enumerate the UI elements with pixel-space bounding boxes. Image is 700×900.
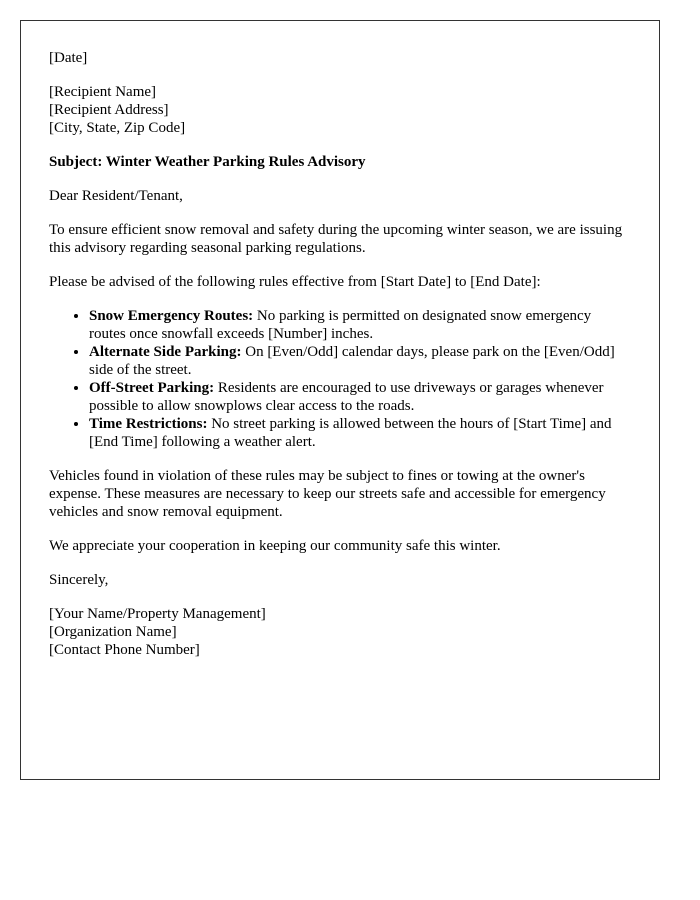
rule-item <box>89 379 631 415</box>
rule-title: Off-Street Parking: <box>89 380 215 396</box>
date-line: [Date] <box>49 50 88 66</box>
rule-text: No parking is permitted on designated snow emergency routes once snowfall exceeds [Number] inches. <box>89 308 592 342</box>
recipient-name: [Recipient Name] <box>49 84 157 100</box>
signature-block <box>49 605 631 659</box>
recipient-city-state-zip: [City, State, Zip Code] <box>49 120 186 136</box>
signature-organization: [Organization Name] <box>49 624 177 640</box>
rule-text: Residents are encouraged to use driveways or garages whenever possible to allow snowplows clear access to the roads. <box>89 380 604 414</box>
rule-title: Snow Emergency Routes: <box>89 308 254 324</box>
subject-line: Subject: Winter Weather Parking Rules Advisory <box>49 154 366 170</box>
violation-paragraph: Vehicles found in violation of these rules may be subject to fines or towing at the owner's expense. These measures are necessary to keep our streets safe and accessible for emergency vehicles and snow removal equipment. <box>49 468 606 520</box>
rule-text: No street parking is allowed between the hours of [Start Time] and [End Time] following a weather alert. <box>89 416 612 450</box>
rule-item <box>89 307 631 343</box>
recipient-block <box>49 83 631 137</box>
signature-name: [Your Name/Property Management] <box>49 606 266 622</box>
intro-paragraph: To ensure efficient snow removal and safety during the upcoming winter season, we are issuing this advisory regarding seasonal parking regulations. <box>49 222 623 256</box>
rule-item <box>89 343 631 379</box>
salutation: Dear Resident/Tenant, <box>49 188 183 204</box>
rules-list <box>49 307 631 451</box>
closing: Sincerely, <box>49 572 109 588</box>
recipient-address: [Recipient Address] <box>49 102 169 118</box>
rules-intro: Please be advised of the following rules effective from [Start Date] to [End Date]: <box>49 274 541 290</box>
letter-page <box>20 20 660 780</box>
appreciation-paragraph: We appreciate your cooperation in keeping our community safe this winter. <box>49 538 501 554</box>
signature-phone: [Contact Phone Number] <box>49 642 200 658</box>
rule-item <box>89 415 631 451</box>
rule-title: Alternate Side Parking: <box>89 344 242 360</box>
rule-text: On [Even/Odd] calendar days, please park on the [Even/Odd] side of the street. <box>89 344 615 378</box>
rule-title: Time Restrictions: <box>89 416 208 432</box>
